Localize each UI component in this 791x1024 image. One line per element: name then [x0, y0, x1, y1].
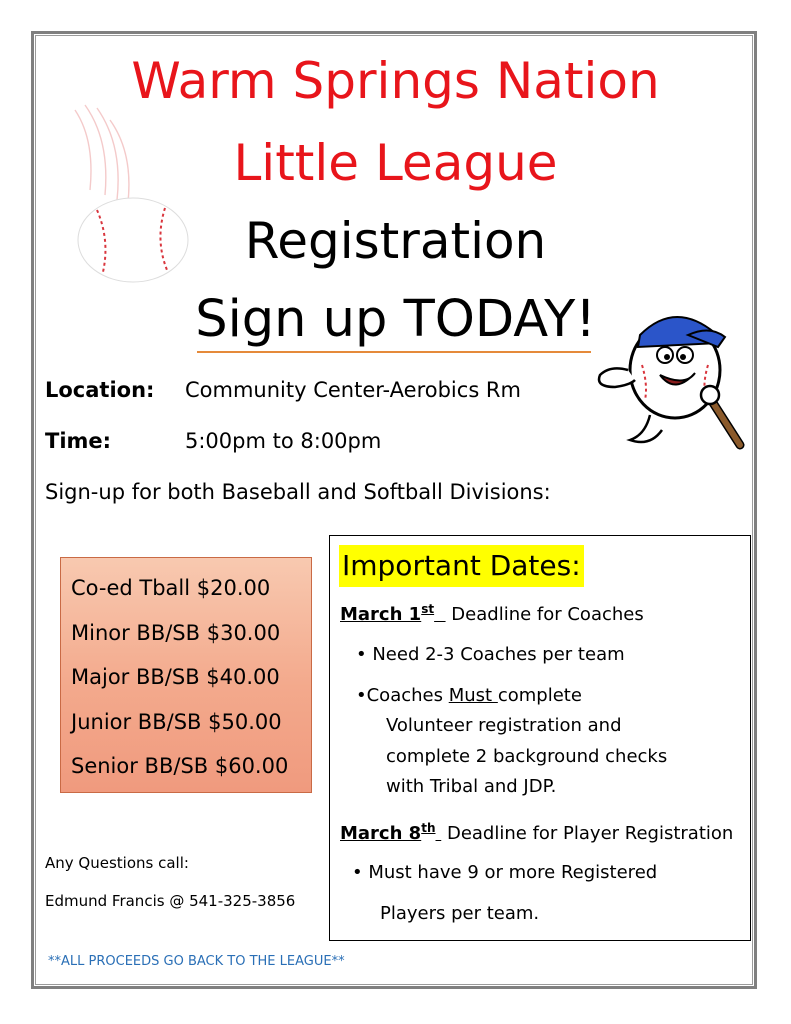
- signup-headline: Sign up TODAY!: [195, 290, 596, 349]
- date2: [340, 821, 733, 844]
- bullet-players: • Must have 9 or more Registered: [352, 862, 658, 883]
- contact-line-1: Any Questions call:: [45, 854, 189, 872]
- time-value: 5:00pm to 8:00pm: [185, 429, 382, 453]
- title-line-1: Warm Springs Nation: [131, 52, 660, 110]
- fee-box: [60, 557, 312, 793]
- bullet-coaches-per-team: • Need 2-3 Coaches per team: [356, 644, 625, 665]
- date1-month: March 1: [340, 604, 422, 625]
- date1: [340, 602, 644, 625]
- location-value: Community Center-Aerobics Rm: [185, 378, 521, 402]
- contact-line-2: Edmund Francis @ 541-325-3856: [45, 892, 296, 910]
- important-dates-box: [329, 535, 751, 941]
- signup-text: Sign-up for both Baseball and Softball Divisions:: [45, 480, 551, 504]
- date2-text: Deadline for Player Registration: [446, 823, 734, 844]
- bullet-line: complete 2 background checks: [386, 746, 668, 767]
- bullet-line: Volunteer registration and: [386, 715, 622, 736]
- fee-item: Co-ed Tball $20.00: [71, 576, 271, 600]
- title-line-2: Little League: [233, 134, 558, 192]
- headline-underline: [197, 351, 591, 353]
- important-dates-title: Important Dates:: [339, 545, 584, 587]
- bullet-line: Players per team.: [380, 903, 540, 924]
- date1-text: Deadline for Coaches: [451, 604, 644, 625]
- fee-item: Major BB/SB $40.00: [71, 665, 280, 690]
- location-label: Location:: [45, 378, 155, 402]
- proceeds-footer: **ALL PROCEEDS GO BACK TO THE LEAGUE**: [48, 954, 345, 969]
- date2-sup: th: [421, 821, 436, 835]
- title-line-3: Registration: [244, 212, 547, 270]
- fee-item: Minor BB/SB $30.00: [71, 620, 281, 645]
- fee-item: Junior BB/SB $50.00: [71, 709, 282, 734]
- bullet-line: with Tribal and JDP.: [386, 776, 557, 797]
- time-label: Time:: [45, 429, 112, 453]
- date2-month: March 8: [340, 823, 422, 844]
- date1-sup: st: [421, 602, 435, 616]
- bullet-coaches-must: •Coaches Must complete: [356, 685, 582, 706]
- must-text: Must: [448, 685, 498, 706]
- fee-item: Senior BB/SB $60.00: [71, 754, 289, 779]
